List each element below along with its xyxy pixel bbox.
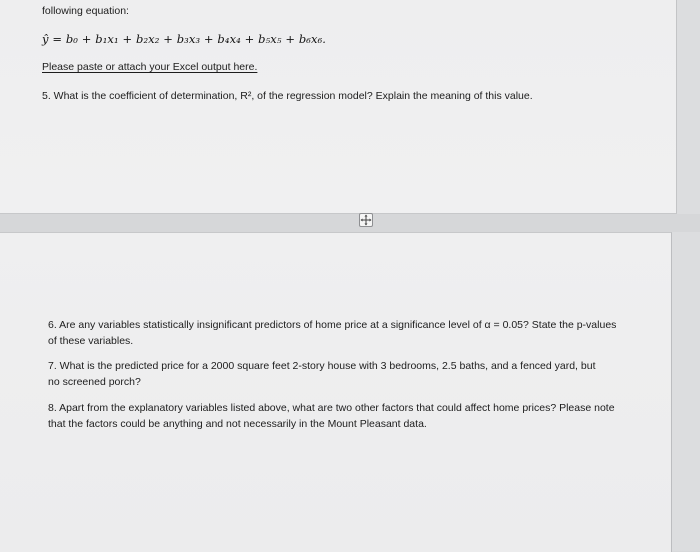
question-5: 5. What is the coefficient of determination, R², of the regression model? Explain the meaning of this value. bbox=[42, 90, 533, 102]
question-7: 7. What is the predicted price for a 2000 square feet 2-story house with 3 bedrooms, 2.5 baths, and a fenced yard, but no screened porch? bbox=[48, 360, 596, 388]
answer-panel-bottom bbox=[0, 232, 672, 552]
question-8: 8. Apart from the explanatory variables listed above, what are two other factors that could affect home prices? Please note that the factors could be anything and not necessarily in the Mount Pleasant data. bbox=[48, 402, 615, 430]
paste-excel-output-link[interactable]: Please paste or attach your Excel output here. bbox=[42, 61, 258, 73]
section-divider bbox=[0, 214, 700, 232]
answer-panel-top bbox=[0, 0, 677, 214]
move-arrows-icon[interactable] bbox=[359, 213, 373, 227]
regression-equation: ŷ = b₀ + b₁x₁ + b₂x₂ + b₃x₃ + b₄x₄ + b₅x₅ + b₆x₆. bbox=[42, 32, 327, 46]
intro-text: following equation: bbox=[42, 5, 129, 17]
question-6: 6. Are any variables statistically insignificant predictors of home price at a significance level of α = 0.05? State the p-values of these variables. bbox=[48, 319, 617, 347]
